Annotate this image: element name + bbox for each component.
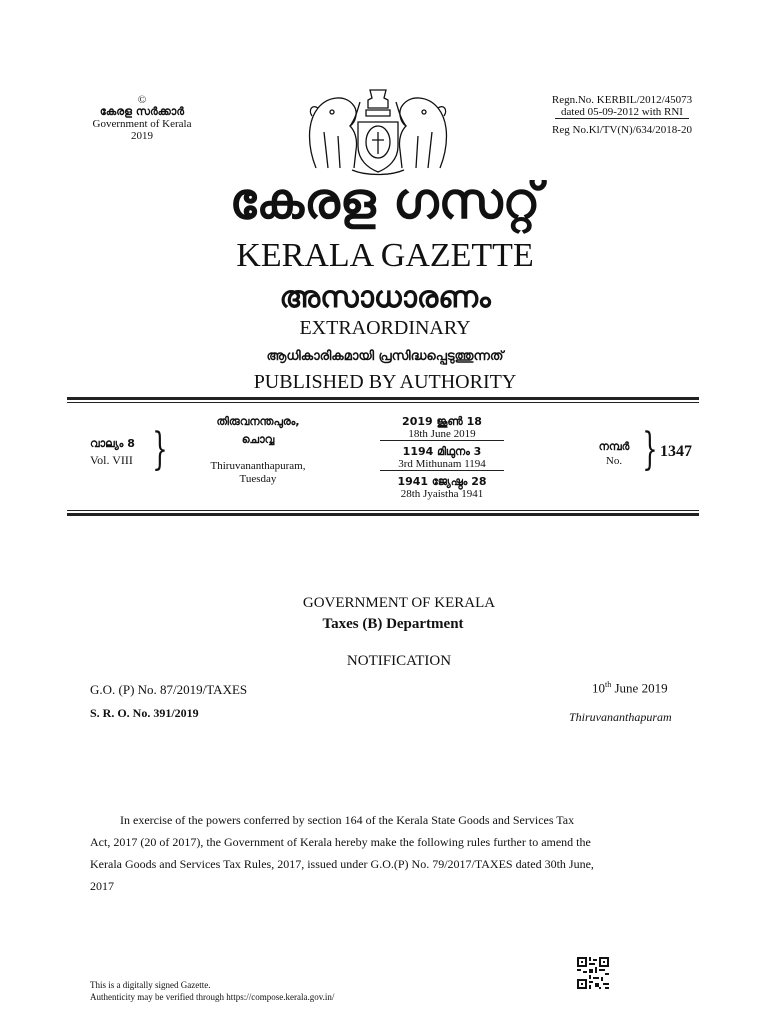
go-number: G.O. (P) No. 87/2019/TAXES <box>90 682 248 697</box>
kerala-state-emblem <box>298 78 458 178</box>
issue-number-label <box>588 440 640 468</box>
volume-block <box>90 436 135 468</box>
issue-number: 1347 <box>660 443 692 460</box>
registration-number: Regn.No. KERBIL/2012/45073 <box>551 94 693 106</box>
date-gregorian-malayalam: 2019 ജൂൺ 18 <box>402 415 482 428</box>
rni-registration-number: Reg No.Kl/TV(N)/634/2018-20 <box>552 124 692 136</box>
qr-code-icon <box>577 957 609 989</box>
number-brace: } <box>642 424 658 475</box>
volume-brace: } <box>152 424 168 475</box>
published-by-authority-malayalam: ആധികാരികമായി പ്രസിദ്ധപ്പെടുത്തുന്നത് <box>266 349 504 364</box>
issue-bottom-rule <box>67 513 699 516</box>
issue-bottom-rule-thin <box>67 510 699 511</box>
issue-top-rule-thin <box>67 402 699 403</box>
notification-body <box>90 809 700 897</box>
body-line: Act, 2017 (20 of 2017), the Government of Kerala hereby make the following rules further to amend the <box>90 835 591 849</box>
date-malayalam-era-malayalam: 1194 മിഥുനം 3 <box>402 445 482 458</box>
day-english: Tuesday <box>239 473 277 485</box>
volume-english: Vol. VIII <box>90 453 133 467</box>
number-label-english: No. <box>605 455 623 467</box>
verification-qr-code[interactable] <box>577 957 609 989</box>
number-label-malayalam: നമ്പർ <box>598 440 630 453</box>
notification-date-rest: June 2019 <box>611 680 668 696</box>
department-heading: Taxes (B) Department <box>322 616 464 632</box>
date-malayalam-era-english: 3rd Mithunam 1194 <box>380 458 504 471</box>
notification-place: Thiruvananthapuram <box>569 710 672 724</box>
notification-date-day: 10 <box>592 680 605 696</box>
place-malayalam: തിരുവനന്തപുരം, <box>216 415 300 428</box>
footer-note <box>90 979 334 1003</box>
sro-number: S. R. O. No. 391/2019 <box>90 706 199 720</box>
body-line: In exercise of the powers conferred by section 164 of the Kerala State Goods and Services Tax <box>120 813 575 827</box>
copyright-symbol: © <box>137 94 147 106</box>
government-heading: GOVERNMENT OF KERALA <box>302 595 496 611</box>
emblem-icon <box>298 78 458 178</box>
govt-header-block <box>78 94 206 142</box>
day-malayalam: ചൊവ്വ <box>241 433 275 446</box>
published-by-authority-english: PUBLISHED BY AUTHORITY <box>253 371 517 393</box>
govt-name-english: Government of Kerala <box>92 118 192 130</box>
notification-date <box>592 680 668 696</box>
place-english: Thiruvananthapuram, <box>210 460 306 472</box>
date-saka-english: 28th Jyaistha 1941 <box>400 488 484 500</box>
body-line: Kerala Goods and Services Tax Rules, 2017, issued under G.O.(P) No. 79/2017/TAXES dated 30th June, <box>90 857 594 871</box>
volume-malayalam: വാല്യം 8 <box>90 437 135 450</box>
govt-name-malayalam: കേരള സർക്കാർ <box>99 105 185 118</box>
copyright-year: 2019 <box>131 130 153 142</box>
verification-note: Authenticity may be verified through https://compose.kerala.gov.in/ <box>90 992 335 1002</box>
registration-block <box>524 94 720 136</box>
issue-dates-block <box>380 415 504 500</box>
issue-top-rule <box>67 397 699 400</box>
extraordinary-malayalam: അസാധാരണം <box>279 280 491 315</box>
body-line: 2017 <box>90 879 114 893</box>
date-gregorian-english: 18th June 2019 <box>380 428 504 441</box>
extraordinary-english: EXTRAORDINARY <box>299 317 471 339</box>
notification-date-suffix: th <box>605 680 612 689</box>
gazette-title-malayalam: കേരള ഗസറ്റ് <box>229 172 541 230</box>
gazette-title-english: KERALA GAZETTE <box>236 237 534 274</box>
registration-date: dated 05-09-2012 with RNI <box>555 106 689 119</box>
notification-heading: NOTIFICATION <box>346 653 452 669</box>
place-day-block <box>198 414 318 486</box>
digital-signature-note: This is a digitally signed Gazette. <box>90 980 211 990</box>
date-saka-malayalam: 1941 ജ്യേഷ്ഠം 28 <box>397 475 487 488</box>
